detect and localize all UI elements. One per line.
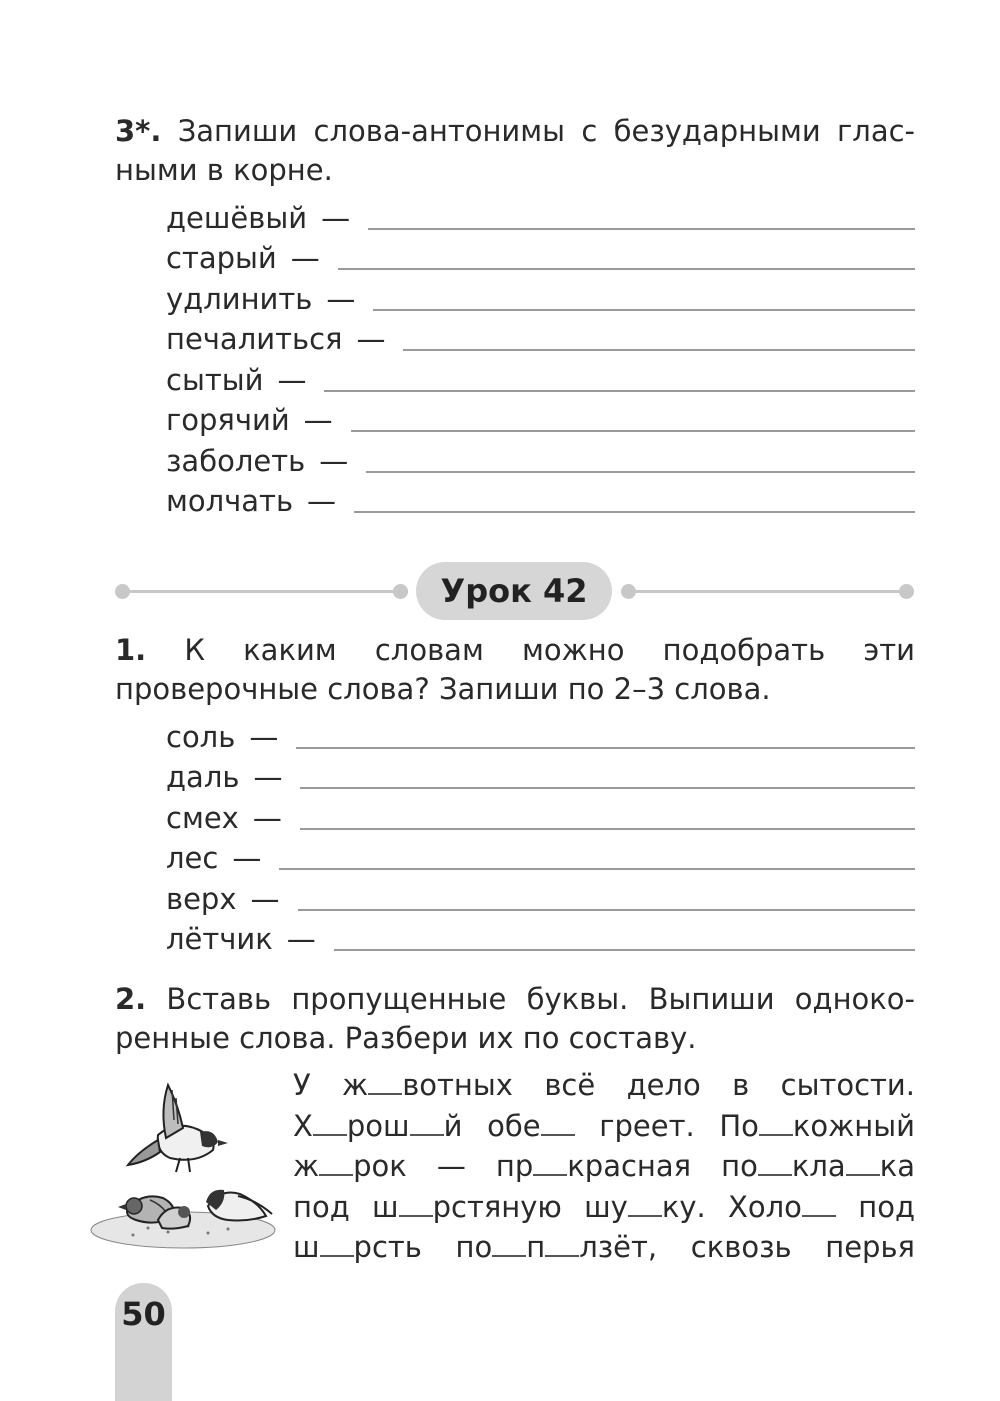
divider-line: [629, 590, 907, 593]
antonym-row[interactable]: удлинить —: [166, 279, 915, 319]
check-word: даль: [166, 760, 240, 794]
check-word: лётчик: [166, 922, 273, 956]
check-word-row[interactable]: лес —: [166, 838, 915, 878]
letter-blank[interactable]: [628, 1193, 662, 1217]
task2-number: 2.: [115, 982, 147, 1016]
letter-blank[interactable]: [541, 1112, 575, 1136]
lesson-title: Урок 42: [416, 562, 612, 620]
task3-text-line1: Запиши слова-антонимы с безударными глас-: [177, 114, 915, 148]
check-word-row[interactable]: соль —: [166, 717, 915, 757]
task3-number: 3*.: [115, 114, 162, 148]
story-line: У ж вотных всё дело в сытости.: [293, 1068, 916, 1102]
task1-text-line1: К каким словам можно подобрать эти: [184, 633, 916, 667]
letter-blank[interactable]: [410, 1112, 444, 1136]
letter-blank[interactable]: [320, 1233, 354, 1257]
letter-blank[interactable]: [492, 1233, 526, 1257]
answer-line[interactable]: [296, 747, 915, 749]
task2-instruction: [115, 980, 915, 1058]
birds-illustration-icon: [88, 1080, 278, 1255]
story-text: [293, 1065, 915, 1268]
letter-blank[interactable]: [313, 1112, 347, 1136]
antonym-word: молчать: [166, 484, 294, 518]
check-word-row[interactable]: смех —: [166, 798, 915, 838]
check-word-row[interactable]: даль —: [166, 757, 915, 797]
answer-line[interactable]: [354, 511, 915, 513]
antonym-word: дешёвый: [166, 201, 308, 235]
antonym-word: старый: [166, 241, 277, 275]
divider-dot: [393, 584, 408, 599]
letter-blank[interactable]: [802, 1193, 836, 1217]
answer-line[interactable]: [279, 868, 915, 870]
letter-blank[interactable]: [319, 1152, 353, 1176]
letter-blank[interactable]: [399, 1193, 433, 1217]
check-word-row[interactable]: лётчик —: [166, 919, 915, 959]
check-word: лес: [166, 841, 219, 875]
story-line: под ш рстяную шу ку. Холо под: [293, 1189, 915, 1224]
divider-line: [123, 590, 408, 593]
story-line: ж рок — пр красная по кла ка: [293, 1149, 915, 1183]
antonym-row[interactable]: дешёвый —: [166, 198, 915, 238]
antonym-word: горячий: [166, 403, 290, 437]
answer-line[interactable]: [373, 309, 915, 311]
letter-blank[interactable]: [368, 1071, 402, 1095]
answer-line[interactable]: [368, 228, 915, 230]
answer-line[interactable]: [366, 471, 915, 473]
task1-text-line2: проверочные слова? Запиши по 2–3 слова.: [115, 672, 771, 706]
letter-blank[interactable]: [758, 1152, 792, 1176]
answer-line[interactable]: [298, 909, 915, 911]
answer-line[interactable]: [324, 390, 915, 392]
antonym-row[interactable]: сытый —: [166, 360, 915, 400]
task2-text-line2: ренные слова. Разбери их по составу.: [115, 1021, 697, 1055]
antonym-row[interactable]: заболеть —: [166, 441, 915, 481]
letter-blank[interactable]: [545, 1233, 579, 1257]
letter-blank[interactable]: [846, 1152, 880, 1176]
story-line: ш рсть по п лзёт, сквозь перья: [293, 1230, 915, 1264]
check-word: смех: [166, 801, 239, 835]
answer-line[interactable]: [351, 430, 915, 432]
check-word: соль: [166, 720, 236, 754]
lesson-header: [115, 562, 915, 620]
antonym-word: удлинить: [166, 282, 313, 316]
answer-line[interactable]: [300, 787, 915, 789]
antonym-word: заболеть: [166, 444, 306, 478]
antonym-row[interactable]: молчать —: [166, 481, 915, 521]
antonym-row[interactable]: печалиться —: [166, 319, 915, 359]
divider-dot: [899, 584, 914, 599]
check-word: верх: [166, 882, 237, 916]
task1-instruction: [115, 631, 915, 709]
answer-line[interactable]: [403, 349, 915, 351]
antonym-row[interactable]: горячий —: [166, 400, 915, 440]
antonym-word: сытый: [166, 363, 264, 397]
check-word-row[interactable]: верх —: [166, 879, 915, 919]
antonym-word: печалиться: [166, 322, 343, 356]
answer-line[interactable]: [334, 949, 915, 951]
letter-blank[interactable]: [759, 1112, 793, 1136]
task1-number: 1.: [115, 633, 147, 667]
antonym-row[interactable]: старый —: [166, 238, 915, 278]
story-line: Х рош й обе греет. По кожный: [293, 1108, 915, 1143]
page-number: 50: [121, 1295, 166, 1333]
answer-line[interactable]: [338, 268, 915, 270]
task2-text-line1: Вставь пропущенные буквы. Выпиши однoко-: [166, 982, 915, 1016]
task3-instruction: [115, 112, 915, 190]
task3-text-line2: ными в корне.: [115, 153, 333, 187]
letter-blank[interactable]: [533, 1152, 567, 1176]
answer-line[interactable]: [300, 828, 915, 830]
